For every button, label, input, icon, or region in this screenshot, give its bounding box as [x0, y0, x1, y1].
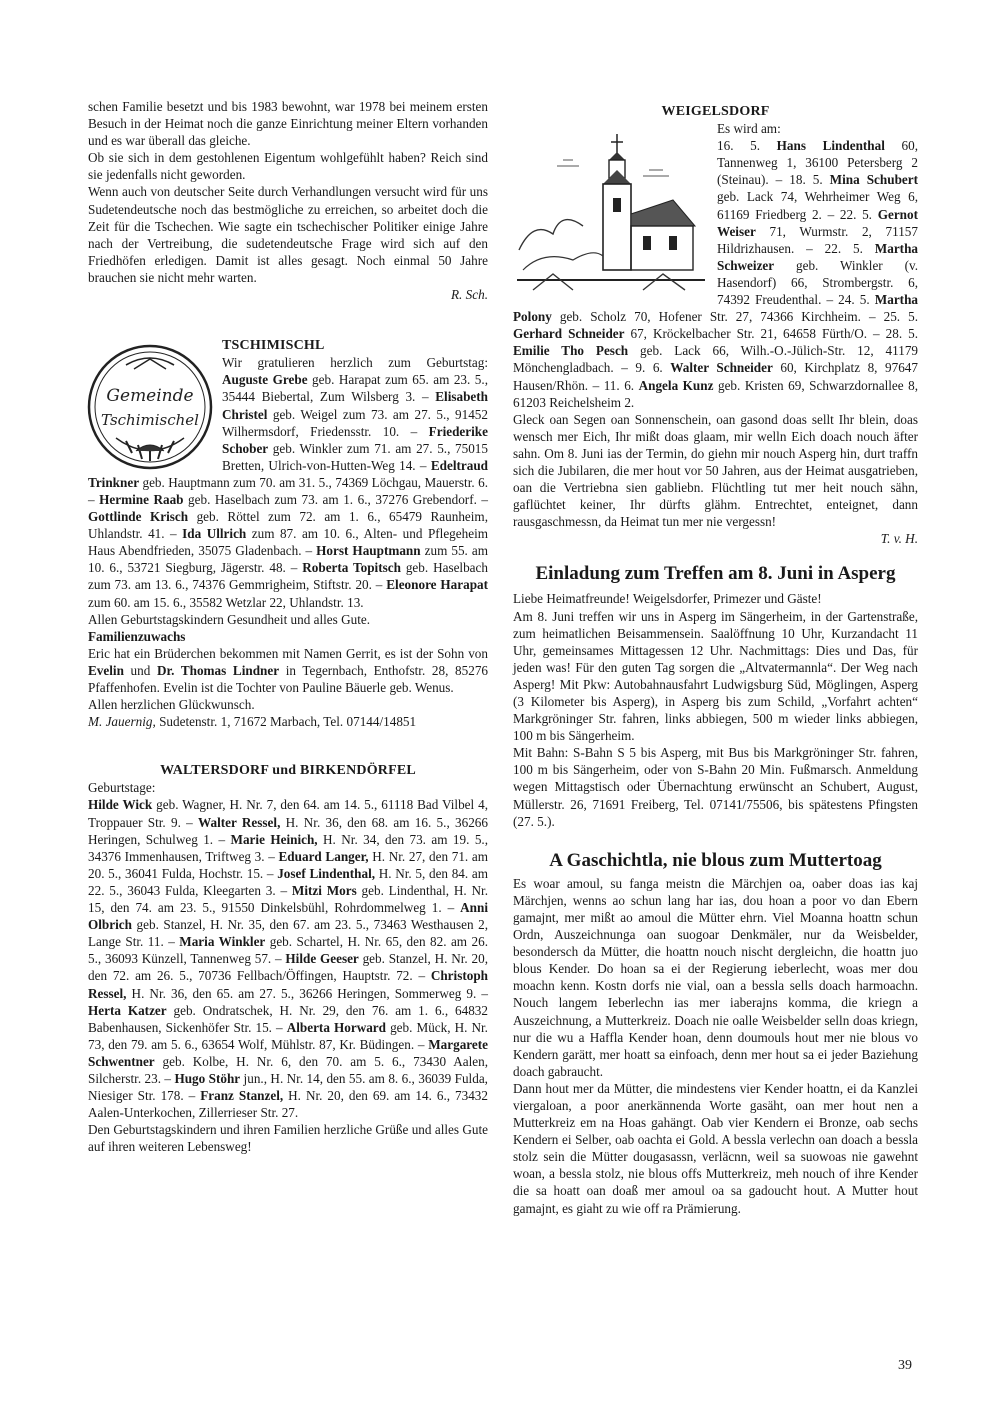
name-run: Walter Schneider — [670, 360, 773, 376]
seal-text-gemeinde: Gemeinde — [106, 386, 194, 407]
name-run: Ida Ullrich — [182, 526, 247, 542]
weigelsdorf-signature: T. v. H. — [880, 531, 918, 547]
text-run: geb. Scholz 70, Hofener Str. 27, 74366 Kirchheim. – 25. 5. — [551, 309, 918, 325]
name-run: Margarete Schwentner — [88, 1036, 488, 1069]
text-run: 60, Tannenweg 1, 36100 Petersberg 2 (Steinau). – 18. 5. — [717, 138, 919, 188]
einladung-train-info: Mit Bahn: S-Bahn S 5 bis Asperg, mit Bus bis Markgröninger Str. fahren, 100 m bis Sängerheim, oder von S-Bahn 20 Min. Fußmarsch. Anmeldung wegen Mittagstisch oder Übernachtung erwünscht an Schubert, August, Müllerstr. 26, 71691 Freiberg, Tel. 07141/75506, bis spätestens Pfingsten (27. 5.). — [513, 745, 918, 829]
name-run: Gernot Weiser — [717, 206, 918, 239]
name-run: Martha Polony — [513, 292, 918, 325]
name-run: Mina Schubert — [829, 172, 918, 188]
text-run: geb. Kolbe, H. Nr. 6, den 70. am 5. 6., 73430 Aalen, Silcherstr. 23. – — [88, 1053, 488, 1086]
name-run: Edeltraud Trinkner — [88, 457, 488, 490]
einladung-section — [513, 563, 918, 829]
name-run: Hans Lindenthal — [776, 138, 885, 154]
text-run: zum 87. am 10. 6., Alten- und Pflegeheim Haus Abendfrieden, 35075 Gladenbach. – — [88, 526, 488, 559]
text-run: 71, Wurmstr. 2, 71157 Hildrizhausen. – 22. 5. — [717, 223, 918, 256]
text-run: geb. Stanzel, H. Nr. 20, den 72. am 26. 5., 70736 Fellbach/Öffingen, Hauptstr. 72. – — [88, 951, 488, 984]
text-run: 60, Kirchplatz 8, 97647 Hausen/Rhön. – 11. 6. — [513, 360, 918, 393]
text-run: geb. Wagner, H. Nr. 7, den 64. am 14. 5., 61118 Bad Vilbel 4, Troppauer Str. 9. – — [88, 797, 488, 830]
intro-paragraph-2: Ob sie sich in dem gestohlenen Eigentum wohlgefühlt haben? Reich sind sie jedenfalls nicht geworden. — [88, 150, 488, 183]
name-run: Maria Winkler — [179, 934, 266, 950]
waltersdorf-heading: WALTERSDORF und BIRKENDÖRFEL — [160, 763, 416, 779]
text-run: geb. Stanzel, H. Nr. 35, den 67. am 23. 5., 73463 Westhausen 2, Lange Str. 11. – — [88, 917, 488, 950]
text-run: H. Nr. 20, den 69. am 14. 6., 73432 Aalen-Unterkochen, Zillerrieser Str. 27. — [88, 1088, 488, 1121]
text-run: in Tegernbach, Enthofstr. 28, 85276 Pfaffenhofen. Evelin ist die Tochter von Pauline Bäuerle geb. Wenus. — [88, 662, 489, 695]
name-run: Walter Ressel, — [198, 814, 281, 830]
name-run: Josef Lindenthal, — [277, 865, 376, 881]
tschimischl-section — [88, 337, 488, 628]
text-run: H. Nr. 36, den 65. am 27. 5., 36266 Heringen, Sommerweg 9. – — [126, 985, 488, 1001]
text-run: geb. Winkler zum 71. am 27. 5., 75015 Bretten, Ulrich-von-Hutten-Weg 14. – — [222, 440, 488, 473]
weigelsdorf-heading: WEIGELSDORF — [661, 104, 770, 119]
waltersdorf-section — [88, 762, 488, 1155]
text-run: und — [123, 662, 157, 678]
familienzuwachs-signature — [88, 713, 488, 730]
text-run: geb. Schartel, H. Nr. 65, den 82. am 26. 5., 36093 Künzell, Tannenweg 57. – — [88, 934, 488, 967]
text-run: H. Nr. 27, den 71. am 20. 5., 36041 Fulda, Hochstr. 15. – — [88, 848, 488, 881]
left-column — [88, 98, 488, 1155]
text-run: geb. Mück, H. Nr. 73, den 79. am 5. 6., 63654 Wolf, Mühlstr. 87, Kr. Büdingen. – — [88, 1019, 488, 1052]
name-run: Christoph Ressel, — [88, 968, 488, 1001]
name-run: Friederike Schober — [222, 423, 488, 456]
text-run: jun., H. Nr. 14, den 55. am 8. 6., 36039 Fulda, Niesiger Str. 178. – — [88, 1070, 488, 1104]
tschimischl-heading: TSCHIMISCHL — [222, 338, 325, 354]
text-run: geb. Haselbach zum 73. am 1. 6., 37276 Grebendorf. – — [183, 491, 488, 507]
weigelsdorf-dialect-poem: Gleck oan Segen oan Sonnenschein, oan gasond doas sellt Ihr blein, doas wensch mer Eich, Ihr mißt doas glaam, mir welln Eich doach nouch äfter sahn. Om 8. Juni ias der Termin, do giehn mir nouch Asperg hin, durt traffn sich die Jubilaren, die mer hout vor 50 Jahren, aus der Heimat ausgatrieben, oan die Vertriebna sien gabliebn. Flüchtling tut mer heit nouch sähn, gaflüchtet keiner, Ihr dürfts glähm. Entrechtet, enteignet, dann rausgaschmessn, da Heimat tun mer nie vergessn! — [513, 411, 918, 530]
signature-address: Sudetenstr. 1, 71672 Marbach, Tel. 07144/14851 — [155, 714, 417, 730]
name-run: Anni Olbrich — [88, 900, 488, 933]
name-run: Roberta Topitsch — [302, 560, 401, 576]
name-run: Angela Kunz — [638, 377, 714, 393]
text-run: H. Nr. 36, den 68. am 16. 5., 36266 Heringen, Schulweg 1. – — [88, 814, 488, 847]
page-number: 39 — [898, 1358, 912, 1373]
gaschichtla-heading: A Gaschichtla, nie blous zum Muttertoag — [549, 849, 882, 871]
name-run: Dr. Thomas Lindner — [156, 662, 280, 678]
text-run: geb. Lack 66, Wilh.-O.-Jülich-Str. 12, 41179 Mönchengladbach. – 9. 6. — [513, 343, 919, 376]
name-run: Evelin — [88, 662, 124, 678]
name-run: Gottlinde Krisch — [88, 509, 189, 525]
intro-paragraph-3: Wenn auch von deutscher Seite durch Verhandlungen versucht wird für uns Sudetendeutsche noch das bestmögliche zu erreichen, so arbeitet doch die Zeit für die Tschechen. Wie sagte ein tschechischer Politiker einige Jahre nach der Vertreibung, die sudetendeutsche Frage wird sich auf den Friedhöfen erledigen. Damit ist alles gesagt. Noch einmal 50 Jahre brauchen sie nicht mehr warten. — [88, 184, 488, 285]
einladung-details: Am 8. Juni treffen wir uns in Asperg im Sängerheim, in der Gartenstraße, zum heimatlichen Beisammensein. Saalöffnung 10 Uhr, Kurzandacht 11 Uhr, gemeinsames Mittagessen 12 Uhr. Nachmittags: Dies und Das, für jeden was! Für den guten Tag sorgen die „Altvatermannla“. Der Weg nach Asperg! Mit Pkw: Autobahnausfahrt Ludwigsburg Süd, Möglingen, Asperg (3 Kilometer bis Asperg), in Asperg bis zum Schild, „Vorfahrt achten“ Markgröninger Str. fahren, links abbiegen, 500 m wieder links abbiegen, 100 m bis Sängerheim. — [513, 608, 918, 744]
familienzuwachs-text — [88, 645, 488, 696]
text-run: H. Nr. 5, den 84. am 22. 5., 36043 Fulda, Kleegarten 3. – — [88, 865, 488, 898]
name-run: Alberta Horward — [286, 1019, 386, 1035]
familienzuwachs-heading: Familienzuwachs — [88, 628, 186, 644]
name-run: Hermine Raab — [99, 491, 184, 507]
waltersdorf-closing: Den Geburtstagskindern und ihren Familien herzliche Grüße und alles Gute auf ihren weiteren Lebensweg! — [88, 1122, 488, 1155]
signature-name: M. Jauernig, — [88, 714, 156, 730]
familienzuwachs-section — [88, 628, 488, 731]
text-run: 16. 5. — [717, 138, 777, 154]
name-run: Franz Stanzel, — [200, 1088, 284, 1104]
einladung-heading: Einladung zum Treffen am 8. Juni in Asperg — [535, 563, 896, 585]
weigelsdorf-section — [513, 103, 918, 547]
name-run: Gerhard Schneider — [513, 326, 625, 342]
familienzuwachs-wish: Allen herzlichen Glückwunsch. — [88, 697, 255, 713]
name-run: Eduard Langer, — [278, 848, 369, 864]
church-drawing-image — [513, 130, 709, 298]
text-run: geb. Röttel zum 72. am 1. 6., 65479 Raunheim, Uhlandstr. 41. – — [88, 509, 488, 542]
seal-text-tschimischel: Tschimischel — [101, 411, 199, 430]
name-run: Emilie Tho Pesch — [513, 343, 629, 359]
tschimischl-closing: Allen Geburtstagskindern Gesundheit und alles Gute. — [88, 611, 371, 627]
text-run: zum 55. am 10. 6., 53721 Siegburg, Jägerstr. 48. – — [88, 543, 488, 576]
name-run: Eleonore Harapat — [386, 577, 489, 593]
gaschichtla-section — [513, 850, 918, 1217]
text-run: zum 60. am 15. 6., 35582 Wetzlar 22, Uhlandstr. 13. — [88, 594, 364, 610]
text-run: geb. Harapat zum 65. am 23. 5., 35444 Biebertal, Zum Wilsberg 3. – — [222, 372, 488, 405]
text-run: geb. Lack 74, Wehrheimer Weg 6, 61169 Friedberg 2. – 22. 5. — [717, 189, 918, 222]
name-run: Elisabeth Christel — [222, 389, 488, 422]
name-run: Herta Katzer — [88, 1002, 167, 1018]
text-run: geb. Ondratschek, H. Nr. 29, den 76. am 1. 6., 64832 Babenhausen, Sickenhöfer Str. 15. – — [88, 1002, 488, 1035]
weigelsdorf-intro: Es wird am: — [717, 121, 781, 137]
text-run: Wir gratulieren herzlich zum Geburtstag: — [222, 355, 488, 371]
waltersdorf-birthdays — [88, 796, 488, 1121]
name-run: Hilde Geeser — [285, 951, 359, 967]
waltersdorf-subheading: Geburtstage: — [88, 780, 156, 796]
name-run: Mitzi Mors — [291, 882, 357, 898]
intro-signature: R. Sch. — [451, 287, 488, 303]
text-run: geb. Kristen 69, Schwarzdornallee 8, 61203 Reichelsheim 2. — [513, 377, 919, 410]
gaschichtla-paragraph-2: Dann hout mer da Mütter, die mindestens vier Kender hoattn, ei da Kanzlei viergaloan, a poor anerkännenda Worte gasäht, oan mer hout nen a Mutterkreiz em na Hoas gahängt. Oab vier Kendern ei Bronze, oab sechs Kendern ei Selber, oab oachta ei Gold. A bessla verlechn oan doach a bessla stolz sein die Mütter dougasassn, verläcnn, weil sa suowoas nie gawehnt woan, a bessla stolz, nie blous offs Mutterkreiz, meh nouch of ihre Kender die sa hoatt oan doaß mer amoul oa sa gadoucht hout. A Mutter hout gamajnt, es giaht zu wie off ra Prämierung. — [513, 1080, 918, 1216]
text-run: 67, Kröckelbacher Str. 21, 64658 Fürth/O. – 28. 5. — [624, 326, 918, 342]
name-run: Marie Heinich, — [230, 831, 318, 847]
text-run: H. Nr. 34, den 73. am 19. 5., 34376 Immenhausen, Triftweg 3. – — [88, 831, 489, 864]
text-run: geb. Lindenthal, H. Nr. 15, den 74. am 23. 5., 91550 Dinkelsbühl, Rohrdommelweg 1. – — [88, 882, 488, 916]
name-run: Auguste Grebe — [222, 372, 308, 388]
text-run: Eric hat ein Brüderchen bekommen mit Namen Gerrit, es ist der Sohn von — [88, 645, 488, 661]
intro-paragraph-1: schen Familie besetzt und bis 1983 bewohnt, war 1978 bei meinem ersten Besuch in der Heimat noch die ganze Einrichtung meiner Eltern vorhanden und es war überall das gleiche. — [88, 99, 488, 149]
name-run: Martha Schweizer — [717, 240, 918, 273]
name-run: Hugo Stöhr — [174, 1070, 241, 1086]
text-run: geb. Winkler (v. Hasendorf) 66, Strombergstr. 6, 74392 Freudenthal. – 24. 5. — [717, 257, 918, 308]
right-column — [513, 103, 918, 1217]
name-run: Horst Hauptmann — [316, 543, 421, 559]
gaschichtla-paragraph-1: Es woar amoul, su fanga meistn die Märchjen oa, oaber doas ias kaj Märchjen, wenns ao schun lang har ias, dou hoan a poor vo dan Ebern gamajnt, mer mißt ao amoul die Mütter ehrn. Viel Moanna hoattn schun Ordn, Auszeichnunga oan suogoar Denkmäler, nur da Weisbelder, besondersch da Mütter, die hoattn nouch nischt dergleichn, die hoattn juo blous Kender. Do hoan sa ei der Regierung ieberlecht, woas mer dou moachn kenn. Kostn dorfs nie vial, oan a bessla sells doach harmoachn. Nouch langem Ieberlechn ias mer iaberajns komma, die kriegn a Auszeichnung, a Mutterkreiz. Doach nie oalle Weisbelder selln doas kriegn, nur die wu a Haffla Kender hoan, denn doumouls hout mer nie blous vo Kendern garätt, mer hoatt sa einfoach, denn mer hout sa ei jeder Baziehung doach gabraucht. — [513, 875, 918, 1079]
text-run: geb. Haselbach zum 73. am 13. 6., 74376 Gemmrigheim, Stiftstr. 20. – — [88, 560, 488, 593]
einladung-greeting: Liebe Heimatfreunde! Weigelsdorfer, Primezer und Gäste! — [513, 591, 822, 607]
name-run: Hilde Wick — [88, 797, 153, 813]
text-run: geb. Hauptmann zum 70. am 31. 5., 74369 Löchgau, Mauerstr. 6. – — [88, 474, 488, 507]
gemeinde-seal-image — [86, 343, 214, 471]
text-run: geb. Weigel zum 73. am 27. 5., 91452 Wilhermsdorf, Friedensstr. 10. – — [222, 406, 488, 439]
